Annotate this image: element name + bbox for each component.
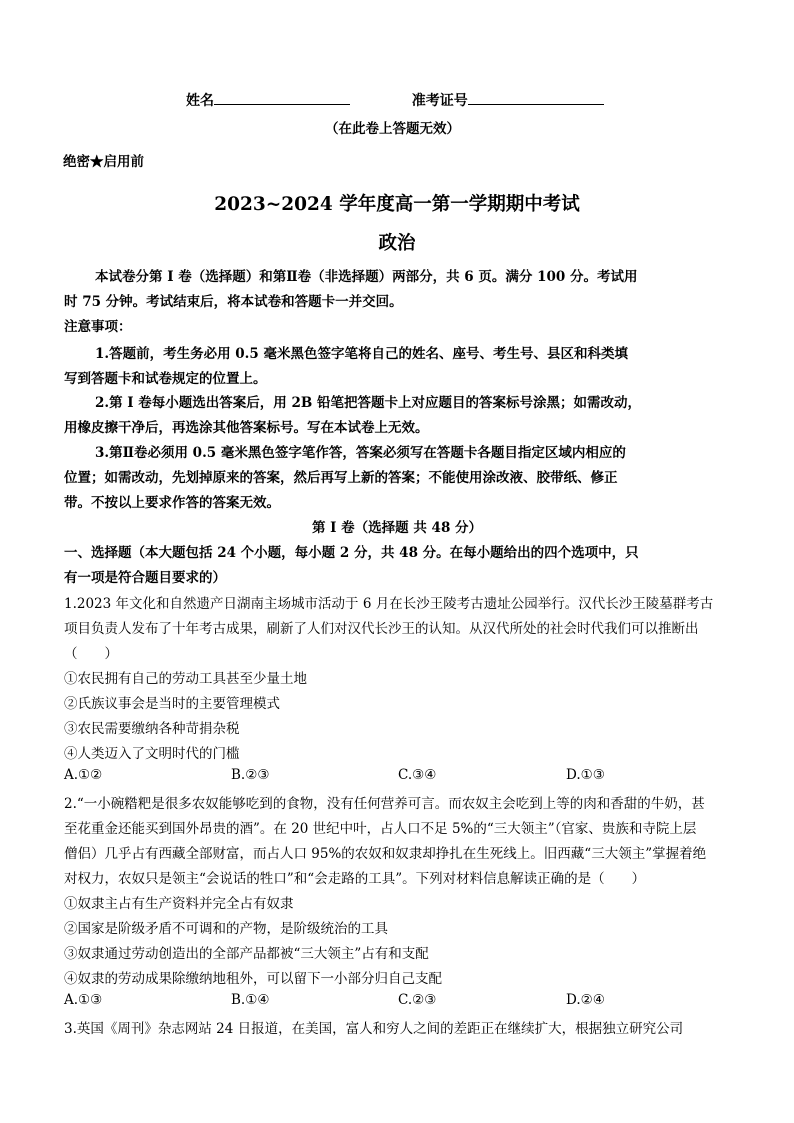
notice-title: 注意事项： bbox=[64, 319, 132, 335]
q2-stem-line-1: 2.“一小碗糌粑是很多农奴能够吃到的食物，没有任何营养可言。而农奴主会吃到上等的肉和香甜的牛奶，甚 bbox=[64, 796, 705, 812]
q1-stem-line-1: 1.2023 年文化和自然遗产日湖南主场城市活动于 6 月在长沙王陵考古遗址公园举行。汉代长沙王陵墓群考古 bbox=[64, 596, 714, 612]
q1-option-c: C.③④ bbox=[398, 767, 437, 783]
q2-option-c: C.②③ bbox=[398, 992, 437, 1008]
notice-2-line-1: 2.第 I 卷每小题选出答案后，用 2B 铅笔把答题卡上对应题目的答案标号涂黑；如需改动， bbox=[95, 395, 642, 411]
q1-item-2: ②氏族议事会是当时的主要管理模式 bbox=[64, 696, 280, 712]
q2-option-d: D.②④ bbox=[566, 992, 605, 1008]
notice-1-line-1: 1.答题前，考生务必用 0.5 毫米黑色签字笔将自己的姓名、座号、考生号、县区和科类填 bbox=[95, 346, 628, 362]
q2-option-b: B.①④ bbox=[231, 992, 270, 1008]
q1-item-1: ①农民拥有自己的劳动工具甚至少量土地 bbox=[64, 671, 307, 687]
exam-title: 2023~2024 学年度高一第一学期期中考试 bbox=[214, 194, 580, 215]
q1-item-3: ③农民需要缴纳各种苛捐杂税 bbox=[64, 721, 240, 737]
notice-3-line-2: 位置；如需改动，先划掉原来的答案，然后再写上新的答案；不能使用涂改液、胶带纸、修正 bbox=[64, 470, 618, 486]
exam-id-label: 准考证号 bbox=[411, 93, 468, 109]
notice-3-line-1: 3.第Ⅱ卷必须用 0.5 毫米黑色签字笔作答，答案必须写在答题卡各题目指定区域内相应的 bbox=[95, 445, 626, 461]
q2-stem-line-3: 僧侣）几乎占有西藏全部财富，而占人口 95%的农奴和奴隶却挣扎在生死线上。旧西藏“三大领主”掌握着绝 bbox=[64, 846, 707, 862]
name-blank bbox=[214, 90, 350, 105]
section-title-line-2: 有一项是符合题目要求的） bbox=[64, 570, 226, 586]
name-label: 姓名 bbox=[186, 93, 214, 109]
notice-3-line-3: 带。不按以上要求作答的答案无效。 bbox=[64, 495, 280, 511]
q2-item-1: ①奴隶主占有生产资料并完全占有奴隶 bbox=[64, 896, 294, 912]
q1-item-4: ④人类迈入了文明时代的门槛 bbox=[64, 746, 240, 762]
q3-stem-line-1: 3.英国《周刊》杂志网站 24 日报道，在美国，富人和穷人之间的差距正在继续扩大，根据独立研究公司 bbox=[64, 1021, 684, 1037]
intro-line-1: 本试卷分第 I 卷（选择题）和第Ⅱ卷（非选择题）两部分，共 6 页。满分 100 分。考试用 bbox=[95, 269, 638, 285]
subject-title: 政治 bbox=[378, 233, 416, 254]
q2-item-2: ②国家是阶级矛盾不可调和的产物，是阶级统治的工具 bbox=[64, 921, 388, 937]
answer-invalid-note: （在此卷上答题无效） bbox=[325, 121, 460, 137]
intro-line-2: 时 75 分钟。考试结束后，将本试卷和答题卡一并交回。 bbox=[64, 294, 403, 310]
section-title-line-1: 一、选择题（本大题包括 24 个小题，每小题 2 分，共 48 分。在每小题给出的四个选项中，只 bbox=[64, 545, 639, 561]
candidate-info-line bbox=[186, 90, 604, 110]
q2-item-3: ③奴隶通过劳动创造出的全部产品都被“三大领主”占有和支配 bbox=[64, 946, 429, 962]
notice-2-line-2: 用橡皮擦干净后，再选涂其他答案标号。写在本试卷上无效。 bbox=[64, 420, 429, 436]
q1-option-a: A.①② bbox=[64, 767, 103, 783]
q1-stem-line-3: （ ） bbox=[64, 646, 118, 662]
notice-1-line-2: 写到答题卡和试卷规定的位置上。 bbox=[64, 371, 267, 387]
part-1-title: 第 I 卷（选择题 共 48 分） bbox=[311, 520, 483, 536]
secret-label: 绝密★启用前 bbox=[63, 154, 144, 170]
exam-id-blank bbox=[468, 90, 604, 105]
q2-stem-line-4: 对权力，农奴只是领主“会说话的牲口”和“会走路的工具”。下列对材料信息解读正确的是（ ） bbox=[64, 871, 646, 887]
q1-stem-line-2: 项目负责人发布了十年考古成果，刷新了人们对汉代长沙王的认知。从汉代所处的社会时代我们可以推断出 bbox=[64, 621, 699, 637]
q2-option-a: A.①③ bbox=[64, 992, 103, 1008]
q1-option-b: B.②③ bbox=[231, 767, 270, 783]
q2-stem-line-2: 至花重金还能买到国外昂贵的酒”。在 20 世纪中叶，占人口不足 5%的“三大领主”（官家、贵族和寺院上层 bbox=[64, 821, 697, 837]
q2-item-4: ④奴隶的劳动成果除缴纳地租外，可以留下一小部分归自己支配 bbox=[64, 971, 442, 987]
q1-option-d: D.①③ bbox=[566, 767, 605, 783]
